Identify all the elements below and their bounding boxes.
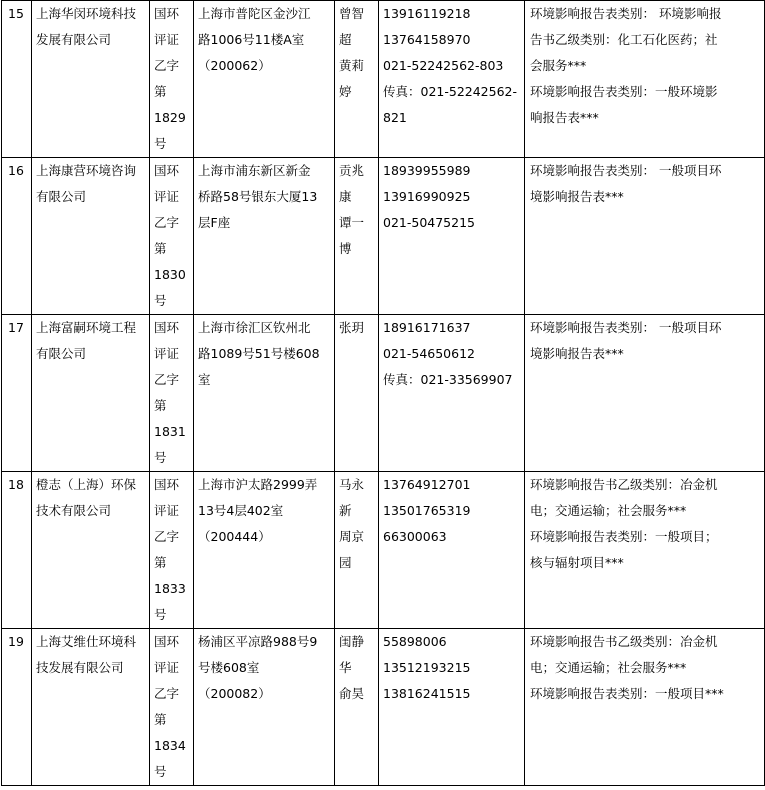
certificate-line: 号 <box>154 450 167 465</box>
certificate-line: 评证 <box>154 660 180 675</box>
certificate-line: 第 <box>154 398 167 413</box>
phone-line: 18916171637 <box>383 320 471 335</box>
contact-person <box>335 315 379 472</box>
certificate-number <box>150 158 194 315</box>
contact-line: 新 <box>339 503 352 518</box>
address-line: （200082） <box>198 686 271 701</box>
address-line: 上海市浦东新区新金 <box>198 163 311 178</box>
row-number: 16 <box>2 158 32 315</box>
table-row <box>2 1 765 158</box>
certificate-number <box>150 315 194 472</box>
certificate-line: 第 <box>154 241 167 256</box>
certificate-line: 评证 <box>154 32 180 47</box>
address <box>194 629 335 786</box>
table-row <box>2 158 765 315</box>
company-name: 橙志（上海）环保技术有限公司 <box>32 472 150 629</box>
contact-line: 闺静 <box>339 634 365 649</box>
certificate-line: 评证 <box>154 503 180 518</box>
category-line: 环境影响报告表类别：一般环境影 <box>530 84 718 99</box>
certificate-line: 国环 <box>154 477 180 492</box>
address-line: 上海市普陀区金沙江 <box>198 6 311 21</box>
address-line: 号楼608室 <box>198 660 260 675</box>
address <box>194 158 335 315</box>
evaluation-categories <box>525 1 765 158</box>
category-line: 环境影响报告书乙级类别：冶金机 <box>530 477 718 492</box>
certificate-line: 1833 <box>154 581 186 596</box>
address-line: 杨浦区平凉路988号9 <box>198 634 318 649</box>
category-line: 核与辐射项目*** <box>530 555 624 570</box>
address-line: 13号4层402室 <box>198 503 284 518</box>
certificate-line: 号 <box>154 136 167 151</box>
table-row <box>2 472 765 629</box>
certificate-line: 乙字 <box>154 215 180 230</box>
phone-line: 13916119218 <box>383 6 471 21</box>
evaluation-categories <box>525 472 765 629</box>
address-line: （200444） <box>198 529 271 544</box>
address-line: 上海市徐汇区钦州北 <box>198 320 311 335</box>
address-line: 路1089号51号楼608 <box>198 346 320 361</box>
contact-line: 超 <box>339 32 352 47</box>
certificate-line: 号 <box>154 607 167 622</box>
certificate-line: 1830 <box>154 267 186 282</box>
contact-line: 园 <box>339 555 352 570</box>
phone-line: 传真：021-33569907 <box>383 372 513 387</box>
certificate-line: 1831 <box>154 424 186 439</box>
category-line: 电；交通运输；社会服务*** <box>530 660 687 675</box>
table-row <box>2 629 765 786</box>
certificate-line: 国环 <box>154 320 180 335</box>
contact-line: 马永 <box>339 477 365 492</box>
phone-line: 821 <box>383 110 407 125</box>
contact-line: 贡兆 <box>339 163 365 178</box>
row-number: 15 <box>2 1 32 158</box>
row-number: 19 <box>2 629 32 786</box>
certificate-line: 第 <box>154 84 167 99</box>
company-name: 上海富嗣环境工程有限公司 <box>32 315 150 472</box>
certificate-line: 1834 <box>154 738 186 753</box>
contact-line: 华 <box>339 660 352 675</box>
certificate-line: 1829 <box>154 110 186 125</box>
address <box>194 472 335 629</box>
certificate-line: 评证 <box>154 346 180 361</box>
phone-numbers <box>379 472 525 629</box>
phone-line: 021-50475215 <box>383 215 475 230</box>
certificate-line: 乙字 <box>154 372 180 387</box>
contact-line: 谭一 <box>339 215 365 230</box>
contact-person <box>335 629 379 786</box>
phone-line: 传真：021-52242562- <box>383 84 518 99</box>
phone-line: 021-52242562-803 <box>383 58 504 73</box>
category-line: 响报告表*** <box>530 110 599 125</box>
company-name: 上海艾维仕环境科技发展有限公司 <box>32 629 150 786</box>
address-line: 室 <box>198 372 211 387</box>
table-row <box>2 315 765 472</box>
category-line: 环境影响报告表类别： 一般项目环 <box>530 320 722 335</box>
category-line: 环境影响报告表类别：一般项目*** <box>530 686 724 701</box>
category-line: 环境影响报告表类别： 环境影响报 <box>530 6 722 21</box>
certificate-number <box>150 629 194 786</box>
contact-line: 黄莉 <box>339 58 365 73</box>
contact-line: 张玥 <box>339 320 365 335</box>
address-line: （200062） <box>198 58 271 73</box>
address-line: 路1006号11楼A室 <box>198 32 305 47</box>
contact-person <box>335 1 379 158</box>
certificate-line: 评证 <box>154 189 180 204</box>
phone-line: 021-54650612 <box>383 346 475 361</box>
phone-numbers <box>379 629 525 786</box>
phone-line: 13501765319 <box>383 503 471 518</box>
certificate-number <box>150 472 194 629</box>
certificate-line: 乙字 <box>154 686 180 701</box>
certificate-line: 号 <box>154 293 167 308</box>
row-number: 17 <box>2 315 32 472</box>
category-line: 环境影响报告书乙级类别：冶金机 <box>530 634 718 649</box>
certificate-line: 国环 <box>154 6 180 21</box>
evaluation-categories <box>525 315 765 472</box>
certificate-number <box>150 1 194 158</box>
contact-line: 婷 <box>339 84 352 99</box>
contact-person <box>335 472 379 629</box>
agency-table <box>1 0 765 786</box>
address <box>194 1 335 158</box>
category-line: 会服务*** <box>530 58 587 73</box>
certificate-line: 乙字 <box>154 58 180 73</box>
phone-line: 13512193215 <box>383 660 471 675</box>
category-line: 境影响报告表*** <box>530 346 624 361</box>
evaluation-categories <box>525 629 765 786</box>
evaluation-categories <box>525 158 765 315</box>
company-name: 上海华闵环境科技发展有限公司 <box>32 1 150 158</box>
contact-line: 康 <box>339 189 352 204</box>
phone-numbers <box>379 1 525 158</box>
row-number: 18 <box>2 472 32 629</box>
phone-line: 18939955989 <box>383 163 471 178</box>
phone-line: 13916990925 <box>383 189 471 204</box>
certificate-line: 国环 <box>154 634 180 649</box>
address-line: 上海市沪太路2999弄 <box>198 477 318 492</box>
certificate-line: 号 <box>154 764 167 779</box>
phone-line: 13764912701 <box>383 477 471 492</box>
category-line: 环境影响报告表类别： 一般项目环 <box>530 163 722 178</box>
category-line: 境影响报告表*** <box>530 189 624 204</box>
category-line: 告书乙级类别：化工石化医药；社 <box>530 32 718 47</box>
phone-numbers <box>379 315 525 472</box>
certificate-line: 国环 <box>154 163 180 178</box>
phone-numbers <box>379 158 525 315</box>
contact-line: 博 <box>339 241 352 256</box>
phone-line: 13764158970 <box>383 32 471 47</box>
certificate-line: 乙字 <box>154 529 180 544</box>
certificate-line: 第 <box>154 712 167 727</box>
contact-line: 曾智 <box>339 6 365 21</box>
address <box>194 315 335 472</box>
category-line: 电；交通运输；社会服务*** <box>530 503 687 518</box>
category-line: 环境影响报告表类别：一般项目； <box>530 529 718 544</box>
contact-line: 周京 <box>339 529 365 544</box>
certificate-line: 第 <box>154 555 167 570</box>
address-line: 桥路58号银东大厦13 <box>198 189 318 204</box>
address-line: 层F座 <box>198 215 231 230</box>
phone-line: 66300063 <box>383 529 447 544</box>
company-name: 上海康营环境咨询有限公司 <box>32 158 150 315</box>
phone-line: 55898006 <box>383 634 447 649</box>
contact-person <box>335 158 379 315</box>
phone-line: 13816241515 <box>383 686 471 701</box>
contact-line: 俞昊 <box>339 686 365 701</box>
